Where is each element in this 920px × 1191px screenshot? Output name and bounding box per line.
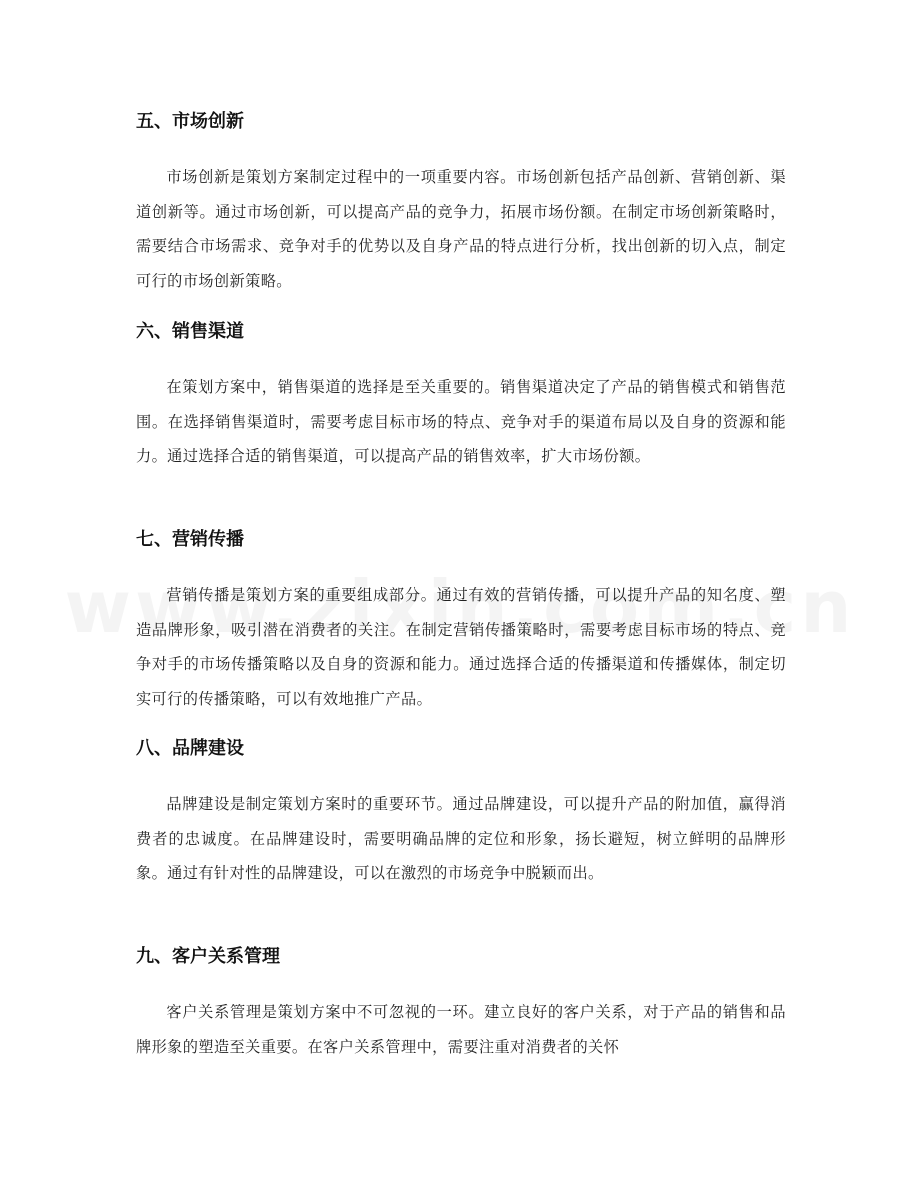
section-paragraph: 市场创新是策划方案制定过程中的一项重要内容。市场创新包括产品创新、营销创新、渠道创新等。通过市场创新，可以提高产品的竞争力，拓展市场份额。在制定市场创新策略时，需要结合市场需求、竞争对手的优势以及自身产品的特点进行分析，找出创新的切入点，制定可行的市场创新策略。 — [136, 168, 786, 290]
section-paragraph: 品牌建设是制定策划方案时的重要环节。通过品牌建设，可以提升产品的附加值，赢得消费者的忠诚度。在品牌建设时，需要明确品牌的定位和形象，扬长避短，树立鲜明的品牌形象。通过有针对性的品牌建设，可以在激烈的市场竞争中脱颖而出。 — [136, 795, 786, 882]
section-paragraph: 在策划方案中，销售渠道的选择是至关重要的。销售渠道决定了产品的销售模式和销售范围。在选择销售渠道时，需要考虑目标市场的特点、竞争对手的渠道布局以及自身的资源和能力。通过选择合适的销售渠道，可以提高产品的销售效率，扩大市场份额。 — [136, 378, 786, 465]
section-paragraph: 营销传播是策划方案的重要组成部分。通过有效的营销传播，可以提升产品的知名度、塑造品牌形象，吸引潜在消费者的关注。在制定营销传播策略时，需要考虑目标市场的特点、竞争对手的市场传播策略以及自身的资源和能力。通过选择合适的传播渠道和传播媒体，制定切实可行的传播策略，可以有效地推广产品。 — [136, 586, 786, 708]
section-heading: 九、客户关系管理 — [136, 946, 280, 967]
section-heading: 七、营销传播 — [136, 529, 244, 550]
section-paragraph: 客户关系管理是策划方案中不可忽视的一环。建立良好的客户关系，对于产品的销售和品牌形象的塑造至关重要。在客户关系管理中，需要注重对消费者的关怀 — [136, 1003, 786, 1056]
section-heading: 八、品牌建设 — [136, 738, 244, 759]
section-customer-relationship — [136, 945, 786, 1064]
section-market-innovation — [136, 110, 786, 298]
section-heading: 六、销售渠道 — [136, 321, 244, 342]
section-heading: 五、市场创新 — [136, 111, 244, 132]
section-sales-channels — [136, 320, 786, 474]
section-marketing-communication — [136, 528, 786, 716]
section-brand-building — [136, 737, 786, 891]
